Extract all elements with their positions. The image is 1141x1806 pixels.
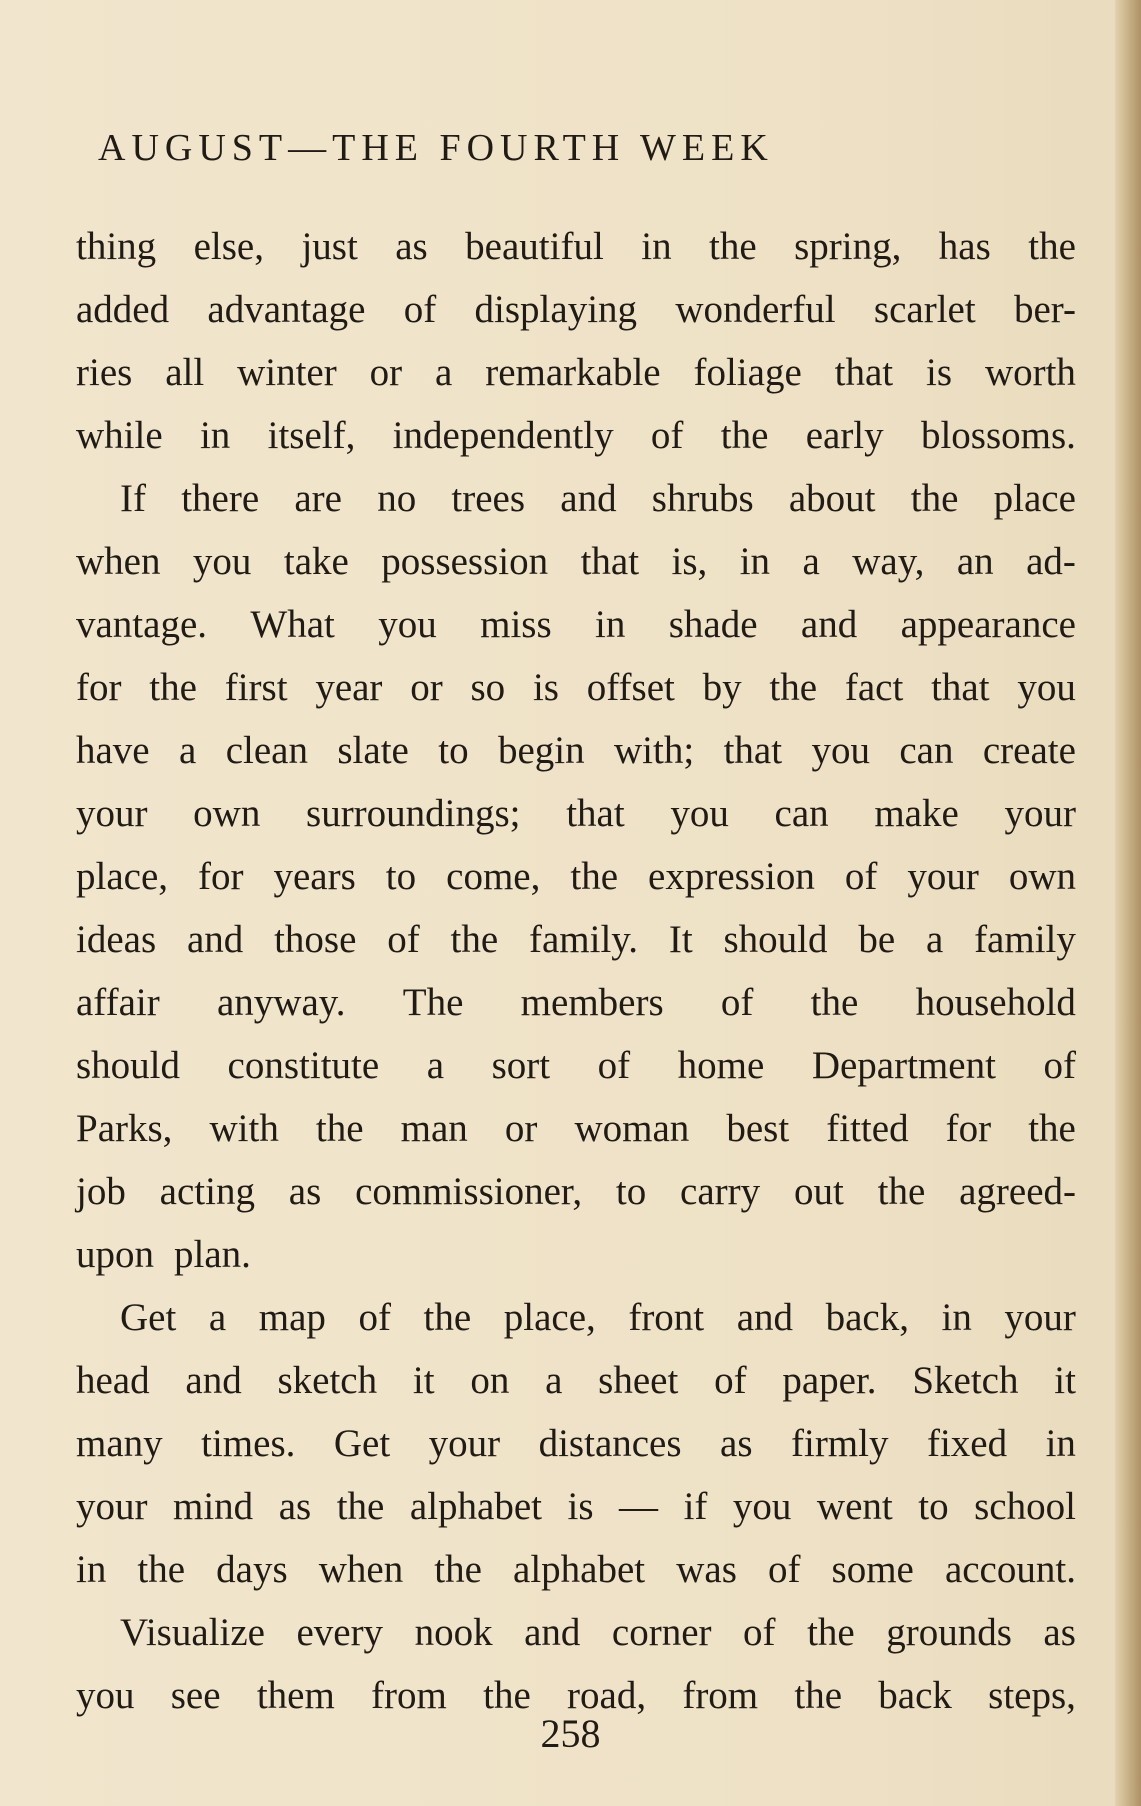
text-line: thing else, just as beautiful in the spring, has the xyxy=(76,225,1076,268)
text-line: should constitute a sort of home Department of xyxy=(76,1044,1076,1087)
text-line: upon plan. xyxy=(76,1233,251,1276)
text-line: in the days when the alphabet was of some account. xyxy=(76,1548,1076,1591)
text-line: job acting as commissioner, to carry out the agreed- xyxy=(76,1170,1076,1213)
text-line: your mind as the alphabet is — if you went to school xyxy=(76,1485,1076,1528)
text-line: you see them from the road, from the back steps, xyxy=(76,1674,1076,1717)
page-number: 258 xyxy=(540,1711,601,1756)
text-line: vantage. What you miss in shade and appearance xyxy=(76,603,1076,646)
text-line: Visualize every nook and corner of the grounds as xyxy=(120,1611,1076,1654)
text-line: while in itself, independently of the early blossoms. xyxy=(76,414,1076,457)
text-line: ries all winter or a remarkable foliage that is worth xyxy=(76,351,1076,394)
text-line: your own surroundings; that you can make your xyxy=(76,792,1076,835)
text-line: Parks, with the man or woman best fitted for the xyxy=(76,1107,1076,1150)
text-line: head and sketch it on a sheet of paper. Sketch it xyxy=(76,1359,1076,1402)
text-line: If there are no trees and shrubs about the place xyxy=(120,477,1076,520)
text-line: when you take possession that is, in a way, an ad- xyxy=(76,540,1076,583)
text-line: affair anyway. The members of the household xyxy=(76,981,1076,1024)
text-line: Get a map of the place, front and back, in your xyxy=(120,1296,1076,1339)
text-line: have a clean slate to begin with; that you can create xyxy=(76,729,1076,772)
body-text xyxy=(76,215,1076,1727)
text-line: added advantage of displaying wonderful scarlet ber- xyxy=(76,288,1076,331)
text-line: many times. Get your distances as firmly fixed in xyxy=(76,1422,1076,1465)
text-line: place, for years to come, the expression of your own xyxy=(76,855,1076,898)
running-head: AUGUST—THE FOURTH WEEK xyxy=(98,127,774,169)
text-line: ideas and those of the family. It should be a family xyxy=(76,918,1076,961)
page-edge xyxy=(1115,0,1141,1806)
text-line: for the first year or so is offset by the fact that you xyxy=(76,666,1076,709)
